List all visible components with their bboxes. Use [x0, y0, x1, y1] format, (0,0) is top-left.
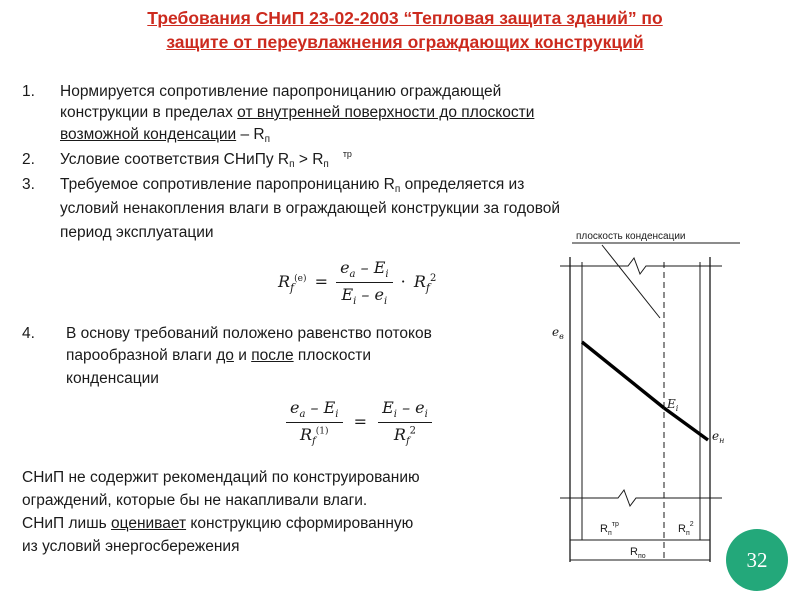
label-e-inner-var: e — [552, 325, 560, 339]
label-R-total-var: R — [630, 546, 638, 558]
label-R-right-sup: 2 — [689, 521, 694, 528]
formula-1-lhs-sub: f — [290, 281, 295, 295]
formula-1-den-sub: i — [353, 296, 357, 308]
item-4-number: 4. — [22, 325, 35, 342]
formula-2-left-denominator — [286, 423, 343, 447]
item-2-text: Условие соответствия СНиПу R — [60, 151, 290, 168]
formula-2-n2-var: E — [382, 398, 394, 417]
item-1-line-2-underlined: от внутренней поверхности до плоскости — [237, 104, 535, 121]
formula-1-denominator — [336, 283, 393, 307]
item-1-number: 1. — [22, 83, 35, 100]
item-2-line — [60, 150, 352, 176]
formula-2-d1-var: R — [300, 425, 313, 445]
formula-2-d2-sup: 2 — [409, 425, 417, 437]
formula-2-equals: = — [353, 412, 367, 432]
item-3-line-3: период эксплуатации — [60, 224, 214, 241]
item-4-line-3: конденсации — [66, 370, 159, 387]
label-Ei-var: E — [667, 397, 676, 411]
item-4-underlined-after: после — [251, 347, 294, 364]
item-1-line-3 — [60, 125, 270, 151]
formula-2-n1-op: – E — [305, 398, 336, 417]
label-e-inner — [552, 325, 564, 341]
label-R-left-sup: тр — [611, 521, 619, 528]
title-line-1: Требования СНиП 23-02-2003 “Тепловая защита зданий” по — [147, 8, 663, 28]
item-3-number: 3. — [22, 176, 35, 193]
plane-pointer-line — [602, 245, 660, 318]
bottom-line-3-text: СНиП лишь — [22, 515, 112, 532]
formula-2-n1-sub: a — [299, 409, 306, 421]
formula-1-num-var: e — [340, 258, 350, 277]
formula-2-right-numerator — [378, 398, 432, 423]
bottom-line-3-post: конструкцию сформированную — [186, 515, 414, 532]
item-4-line-1: В основу требований положено равенство потоков — [66, 325, 432, 342]
pressure-line-inner — [582, 342, 664, 408]
item-1-line-3-underlined: возможной конденсации — [60, 126, 237, 143]
formula-2-right-denominator — [378, 423, 432, 447]
item-2-mid: > R — [294, 151, 324, 168]
item-1-line-2 — [60, 103, 534, 124]
formula-2-n2-sub-2: i — [424, 409, 428, 421]
item-3-line-1 — [60, 175, 524, 201]
label-R-left-var: R — [600, 523, 608, 535]
slide-number: 32 — [746, 547, 768, 572]
formula-1-den-op: – e — [356, 285, 384, 305]
item-3-line-1-sub: п — [394, 184, 401, 195]
bottom-line-4: из условий энергосбережения — [22, 538, 240, 555]
formula-2-right-fraction — [378, 398, 432, 447]
item-3-line-1-text: Требуемое сопротивление паропроницанию R — [60, 176, 395, 193]
formula-2-n2-sub: i — [393, 409, 397, 421]
formula-1-rhs: R — [413, 272, 426, 292]
title-line-2: защите от переувлажнения ограждающих конструкций — [166, 32, 644, 52]
slide-title — [60, 6, 750, 54]
label-e-outer-var: e — [712, 429, 720, 443]
formula-1-numerator — [336, 258, 393, 283]
formula-2-d1-sub: f — [312, 436, 316, 448]
formula-required-resistance — [278, 258, 436, 307]
item-2-sub-1: п — [289, 159, 295, 170]
item-1-line-2-text: конструкции в пределах — [60, 104, 238, 121]
label-R-right-sub: п — [685, 530, 690, 537]
label-R-total — [630, 546, 646, 560]
formula-2-left-fraction — [286, 398, 343, 447]
item-3-line-1-post: определяется из — [400, 176, 525, 193]
formula-1-rhs-sup: 2 — [429, 272, 437, 284]
slide-number-badge — [726, 529, 788, 591]
label-e-inner-sub: в — [559, 332, 564, 341]
label-e-outer — [712, 429, 724, 445]
bottom-line-1: СНиП не содержит рекомендаций по конструированию — [22, 469, 420, 486]
item-2-sub-2: п — [323, 159, 329, 170]
formula-2-n1-var: e — [290, 398, 300, 417]
bottom-break-line — [560, 490, 722, 506]
item-4-line-2-mid: и — [233, 347, 252, 364]
formula-1-equals: = — [314, 272, 328, 292]
item-4-line-2 — [66, 346, 371, 367]
item-2-sup: тр — [342, 149, 352, 159]
label-R-left-sub: п — [607, 530, 612, 537]
formula-2-n1-sub-2: i — [335, 409, 339, 421]
formula-2-d2-sub: f — [405, 436, 410, 448]
label-R-right — [678, 521, 694, 537]
formula-1-num-op: – E — [355, 258, 386, 277]
formula-1-den-sub-2: i — [383, 296, 388, 308]
bottom-line-3 — [22, 514, 413, 535]
label-R-right-var: R — [678, 523, 686, 535]
formula-flow-equality — [286, 398, 432, 447]
item-1-line-3-text: – R — [236, 126, 265, 143]
item-1-line-3-sub: п — [264, 134, 271, 145]
pressure-line-outer — [664, 408, 708, 440]
label-Ei-sub: i — [675, 404, 679, 413]
top-break-line — [560, 258, 722, 274]
formula-1-lhs: R — [278, 272, 291, 292]
condensation-diagram — [540, 222, 750, 580]
formula-2-n2-op: – e — [396, 398, 425, 417]
item-2-number: 2. — [22, 151, 35, 168]
item-4-line-2-post: плоскости — [293, 347, 371, 364]
bottom-line-3-underlined: оценивает — [111, 515, 187, 532]
item-4-line-2-text: парообразной влаги — [66, 347, 217, 364]
formula-1-rhs-sub: f — [425, 281, 430, 295]
plane-label: плоскость конденсации — [576, 231, 686, 242]
label-e-outer-sub: н — [719, 436, 725, 445]
label-R-total-sub: по — [637, 553, 646, 560]
formula-2-d2-var: R — [393, 425, 406, 445]
formula-2-d1-sup: (1) — [315, 426, 329, 437]
item-4-underlined-before: до — [216, 347, 234, 364]
formula-1-multiply: · — [400, 272, 406, 292]
item-3-line-2: условий ненакопления влаги в ограждающей конструкции за годовой — [60, 200, 561, 217]
formula-1-num-sub: a — [349, 269, 356, 281]
formula-1-fraction — [336, 258, 393, 307]
label-Ei — [666, 397, 679, 413]
formula-1-lhs-sup: (e) — [294, 273, 307, 284]
formula-2-left-numerator — [286, 398, 343, 423]
item-1-line-1: Нормируется сопротивление паропроницанию ограждающей — [60, 83, 502, 100]
label-R-left — [600, 521, 619, 537]
formula-1-num-sub-2: i — [385, 269, 389, 281]
bottom-line-2: ограждений, которые бы не накапливали влаги. — [22, 492, 368, 509]
formula-1-den-var: E — [341, 285, 354, 305]
